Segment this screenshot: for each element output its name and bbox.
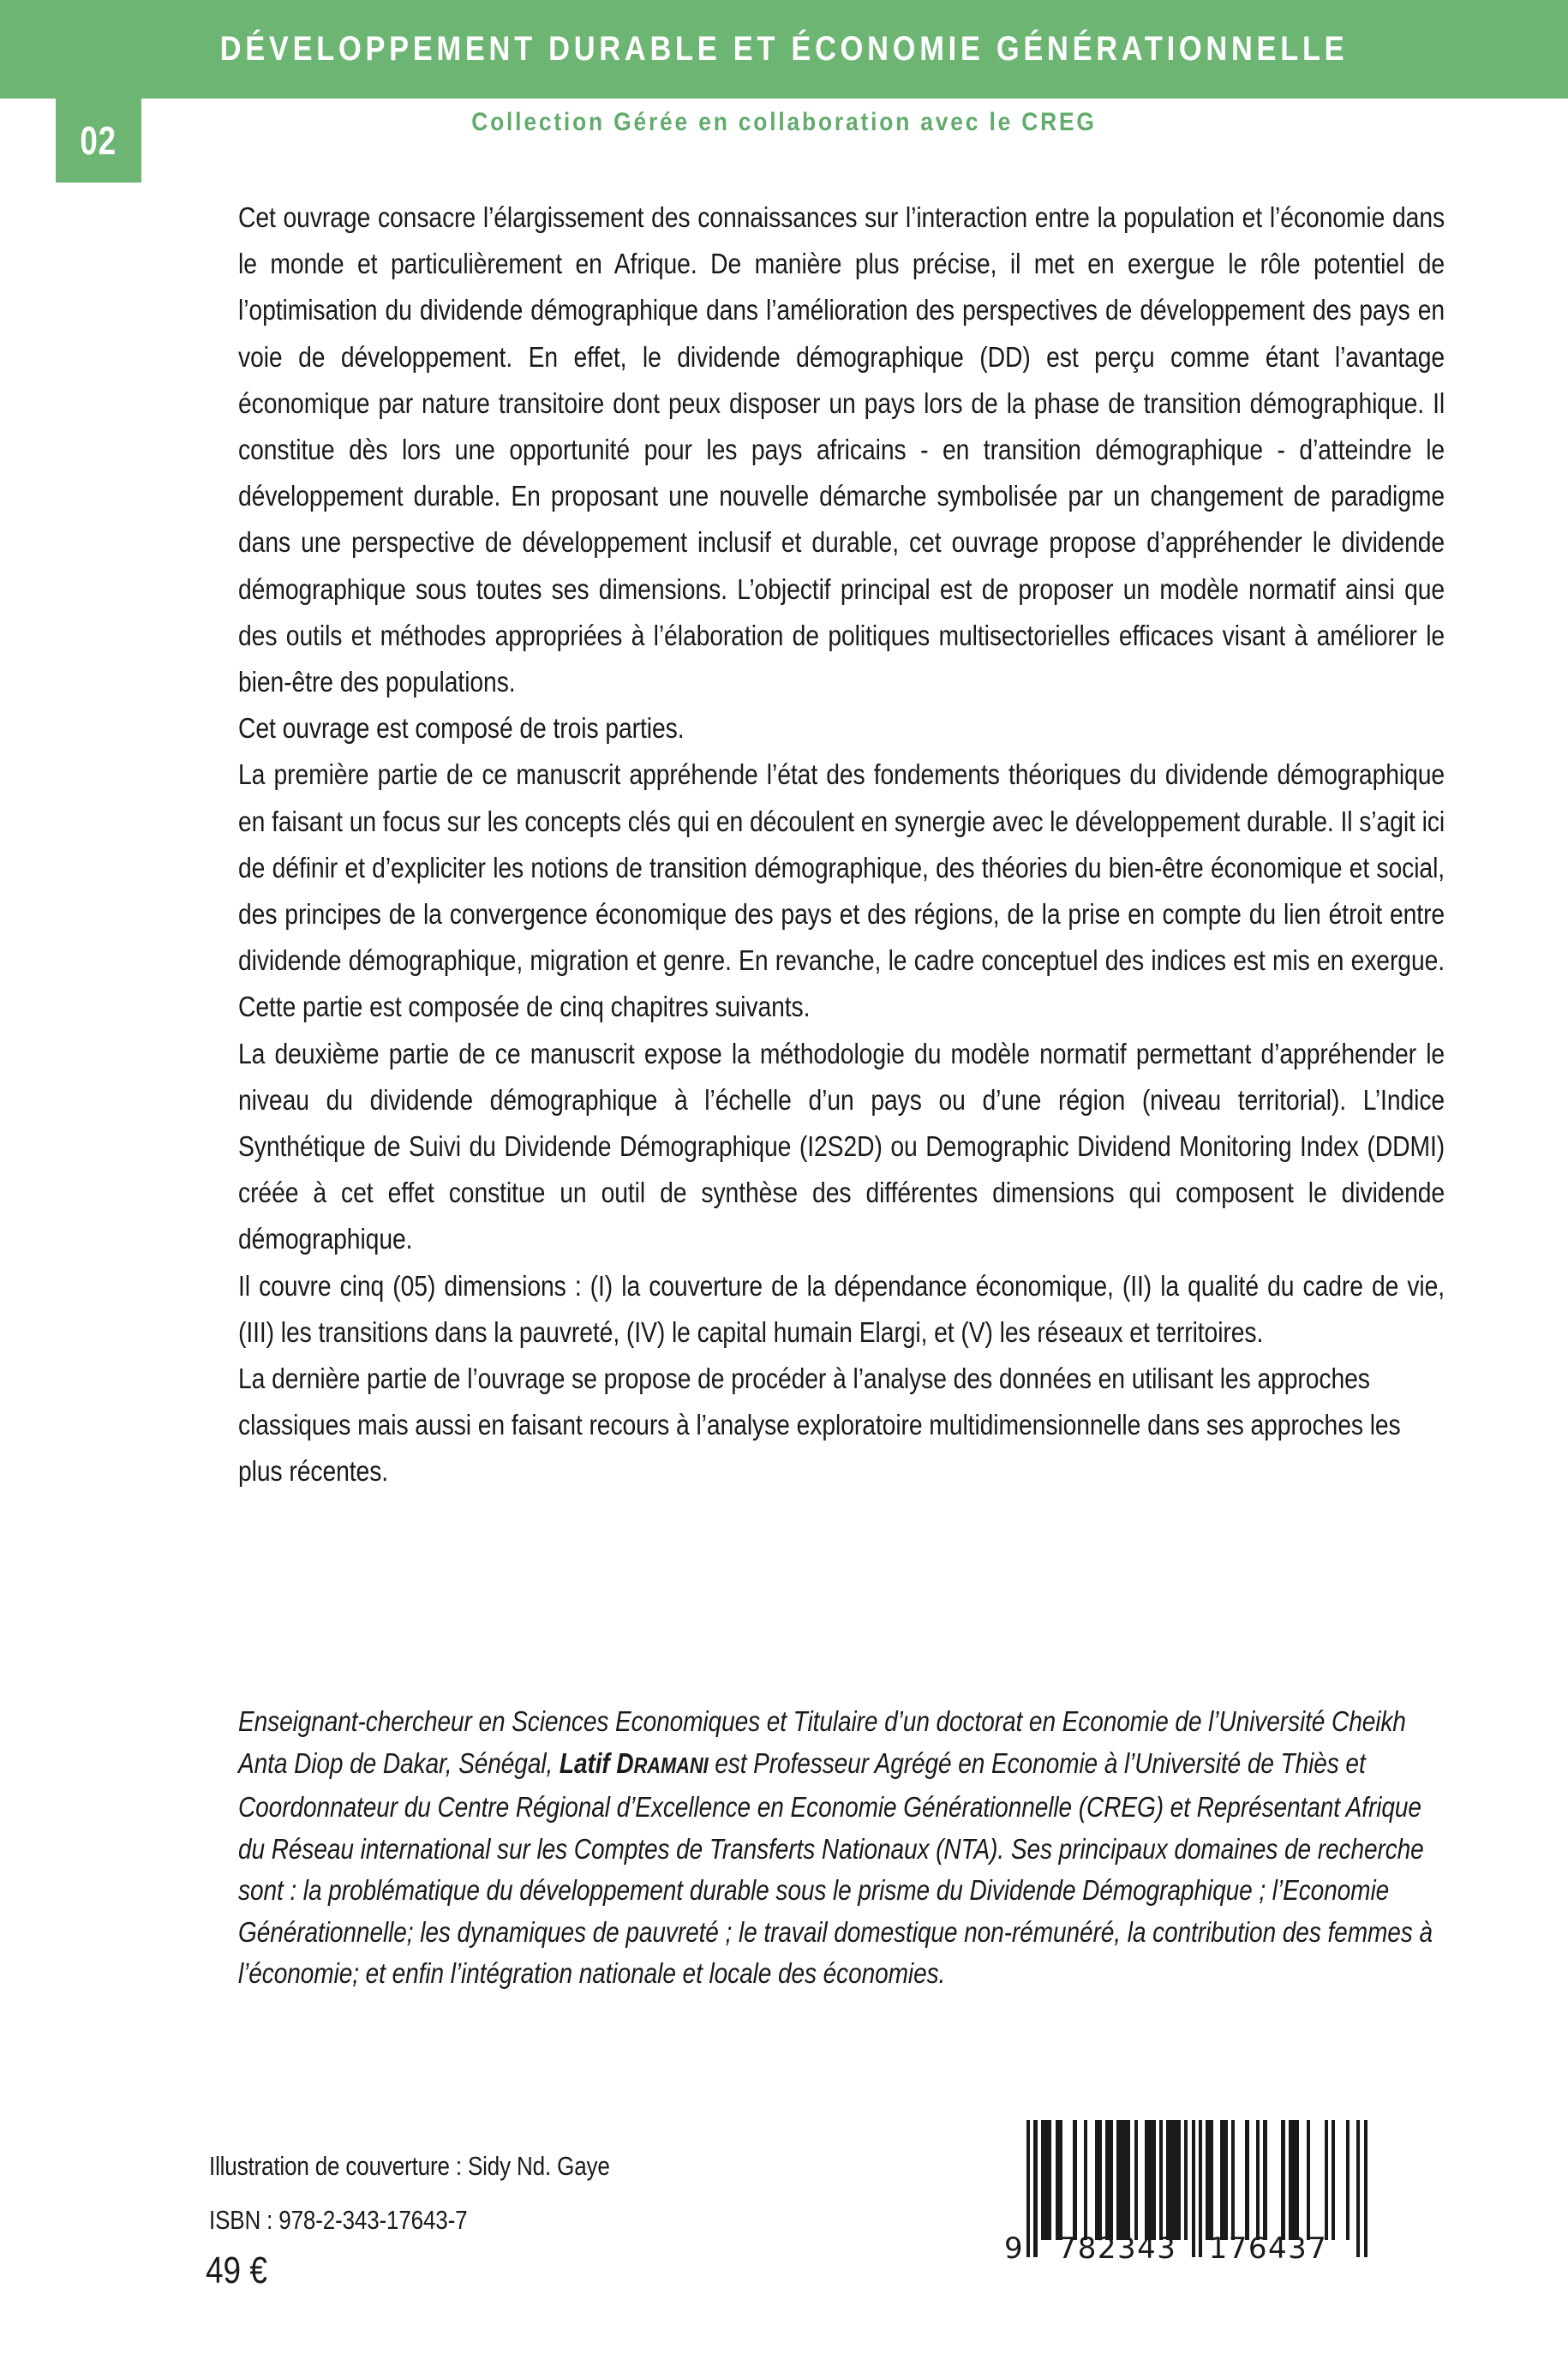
barcode-bar	[1289, 2120, 1300, 2240]
barcode-bar	[1056, 2120, 1062, 2240]
barcode-right-group: 176437	[1208, 2231, 1328, 2266]
barcode-lead-digit: 9	[1004, 2231, 1025, 2266]
price-label: 49 €	[206, 2249, 267, 2291]
barcode-bar	[1332, 2120, 1335, 2240]
barcode-bar	[1116, 2120, 1131, 2240]
barcode-bar	[1256, 2120, 1260, 2240]
barcode-bar	[1105, 2120, 1112, 2240]
cover-illustration-credit: Illustration de couverture : Sidy Nd. Gaye	[209, 2151, 610, 2181]
isbn-line: ISBN : 978-2-343-17643-7	[209, 2205, 468, 2235]
barcode-bar	[1084, 2120, 1087, 2240]
author-first-name: Latif D	[559, 1746, 634, 1779]
barcode-bar	[1220, 2120, 1227, 2240]
barcode-bar	[1245, 2120, 1248, 2240]
barcode-bar	[1206, 2120, 1212, 2240]
series-title: DÉVELOPPEMENT DURABLE ET ÉCONOMIE GÉNÉRATIONNELLE	[219, 30, 1349, 68]
barcode-bar	[1325, 2120, 1328, 2240]
barcode-bar	[1095, 2120, 1102, 2240]
blurb-paragraph: Cet ouvrage est composé de trois parties.	[238, 713, 685, 746]
author-last-name: RAMANI	[633, 1753, 709, 1778]
barcode-digits	[1004, 2231, 1368, 2266]
barcode-bar	[1145, 2120, 1156, 2240]
barcode-bar	[1073, 2120, 1076, 2240]
blurb-paragraph: Cet ouvrage consacre l’élargissement des connaissances sur l’interaction entre la population et l’économie dans le monde et particulièrement en Afrique. De manière plus précise, il met en exergue le rôle potentiel de l’optimisation du dividende démographique dans l’amélioration des perspectives de développement des pays en voie de développement. En effet, le dividende démographique (DD) est perçu comme étant l’avantage économique par nature transitoire dont peux disposer un pays lors de la phase de transition démographique. Il constitue dès lors une opportunité pour les pays africains - en transition démographique - d’atteindre le développement durable. En proposant une nouvelle démarche symbolisée par un changement de paradigme dans une perspective de développement inclusif et durable, cet ouvrage propose d’appréhender le dividende démographique sous toutes ses dimensions. L’objectif principal est de proposer un modèle normatif ainsi que des outils et méthodes appropriées à l’élaboration de politiques multisectorielles efficaces visant à améliorer le bien-être des populations.	[238, 202, 1445, 699]
barcode-bar	[1166, 2120, 1181, 2240]
author-bio-part1: Enseignant-chercheur en Sciences Economiques et Titulaire d’un doctorat en Economie de l’Université Cheikh Anta Diop de Dakar, Sénégal,	[238, 1705, 1406, 1779]
barcode-left-group: 782343	[1057, 2231, 1177, 2266]
blurb-paragraph: La deuxième partie de ce manuscrit expose la méthodologie du modèle normatif permettant d’appréhender le niveau du dividende démographique à l’échelle d’un pays ou d’une région (niveau territorial). L’Indice Synthétique de Suivi du Dividende Démographique (I2S2D) ou Demographic Dividend Monitoring Index (DDMI) créée à cet effet constitue un outil de synthèse des différentes dimensions qui composent le dividende démographique.	[238, 1038, 1445, 1256]
barcode-bar	[1159, 2120, 1163, 2240]
barcode-bar	[1281, 2120, 1284, 2240]
blurb-paragraph: Il couvre cinq (05) dimensions : (I) la couverture de la dépendance économique, (II) la qualité du cadre de vie, (III) les transitions dans la pauvreté, (IV) le capital humain Elargi, et (V) les réseaux et territoires.	[238, 1270, 1445, 1349]
ean13-barcode	[1004, 2120, 1368, 2287]
barcode-bar	[1041, 2120, 1052, 2240]
blurb-paragraph: La première partie de ce manuscrit appréhende l’état des fondements théoriques du dividende démographique en faisant un focus sur les concepts clés qui en découlent en synergie avec le développement durable. Il s’agit ici de définir et d’expliciter les notions de transition démographique, des théories du bien-être économique et social, des principes de la convergence économique des pays et des régions, de la prise en compte du lien étroit entre dividende démographique, migration et genre. En revanche, le cadre conceptuel des indices est mis en exergue. Cette partie est composée de cinq chapitres suivants.	[238, 759, 1445, 1024]
blurb-paragraph: La dernière partie de l’ouvrage se propose de procéder à l’analyse des données en utilisant les approches classiques mais aussi en faisant recours à l’analyse exploratoire multidimensionnelle dans ses approches les plus récentes.	[238, 1363, 1401, 1488]
collection-subtitle: Collection Gérée en collaboration avec le CREG	[471, 108, 1097, 136]
barcode-bar	[1307, 2120, 1310, 2240]
author-bio-part2: est Professeur Agrégé en Economie à l’Université de Thiès et Coordonnateur du Centre Régional d’Excellence en Economie Générationnelle (CREG) et Représentant Afrique du Réseau international sur les Comptes de Transferts Nationaux (NTA). Ses principaux domaines de recherche sont : la problématique du développement durable sous le prisme du Dividende Démographique ; l’Economie Générationnelle; les dynamiques de pauvreté ; le travail domestique non-rémunéré, la contribution des femmes à l’économie; et enfin l’intégration nationale et locale des économies.	[238, 1746, 1433, 1989]
issue-number-label: 02	[80, 118, 117, 163]
barcode-bar	[1263, 2120, 1266, 2240]
barcode-bar	[1231, 2120, 1235, 2240]
barcode-bar	[1184, 2120, 1188, 2240]
barcode-bar	[1134, 2120, 1138, 2240]
barcode-bar	[1346, 2120, 1350, 2240]
